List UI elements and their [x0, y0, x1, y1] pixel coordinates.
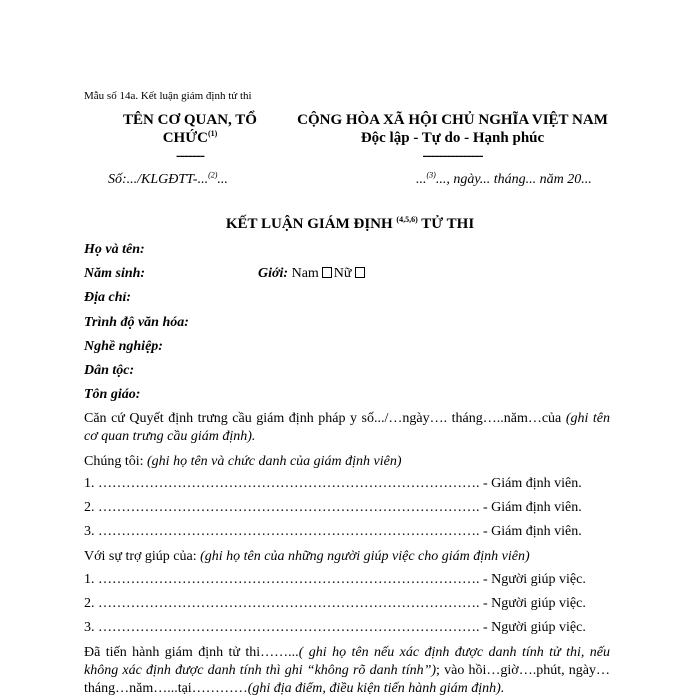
field-birth-year: Năm sinh:	[84, 266, 146, 281]
basis-paragraph: Căn cứ Quyết định trưng cầu giám định pháp y số.../…ngày…. tháng…..năm…của (ghi tên cơ quan trưng cầu giám định).	[84, 411, 611, 444]
gender-female-label: Nữ	[333, 266, 352, 281]
examiner-line: 1. ………………………………………………………………………. - Giám định viên.	[84, 476, 582, 491]
gender-male-checkbox[interactable]	[322, 267, 332, 278]
field-education: Trình độ văn hóa:	[84, 315, 189, 330]
title-note: (4,5,6)	[396, 215, 418, 224]
agency-name-line1: TÊN CƠ QUAN, TỔ	[123, 112, 257, 128]
document-title: KẾT LUẬN GIÁM ĐỊNH $^{(4,5,6)}$ TỬ THI	[225, 215, 475, 232]
agency-name-line2: CHỨC$^{(1)}$	[162, 129, 218, 146]
gender-female-checkbox[interactable]	[355, 267, 365, 278]
field-address: Địa chỉ:	[84, 290, 132, 305]
national-header	[285, 111, 620, 165]
examiner-line: 3. ………………………………………………………………………. - Giám định viên.	[84, 524, 582, 539]
assistant-line: 1. ………………………………………………………………………. - Người giúp việc.	[84, 572, 586, 587]
national-rule: ---------------	[422, 148, 483, 164]
assistants-intro: Với sự trợ giúp của: (ghi họ tên của những người giúp việc cho giám định viên)	[84, 549, 530, 564]
gender-field	[258, 266, 367, 282]
national-motto: Độc lập - Tự do - Hạnh phúc	[360, 130, 545, 146]
gender-label: Giới:	[258, 266, 289, 281]
agency-header	[100, 111, 280, 165]
document-date: ...$^{(3)}$..., ngày... tháng... năm 20...	[416, 170, 592, 187]
examiner-line: 2. ………………………………………………………………………. - Giám định viên.	[84, 500, 582, 515]
field-religion: Tôn giáo:	[84, 387, 141, 402]
assistant-line: 3. ………………………………………………………………………. - Người giúp việc.	[84, 620, 586, 635]
agency-note: (1)	[207, 129, 218, 138]
conducted-paragraph: Đã tiến hành giám định tử thi……...( ghi họ tên nếu xác định được danh tính tử thi, nếu không xác định được danh tính thì ghi “không rõ danh tính”); vào hồi…giờ….phút, ngày…tháng…năm…...tại…………(ghi địa điểm, điều kiện tiến hành giám định).	[84, 645, 611, 696]
assistant-line: 2. ………………………………………………………………………. - Người giúp việc.	[84, 596, 586, 611]
field-occupation: Nghề nghiệp:	[84, 339, 163, 354]
field-ethnicity: Dân tộc:	[84, 363, 135, 378]
national-title: CỘNG HÒA XÃ HỘI CHỦ NGHĨA VIỆT NAM	[297, 112, 608, 128]
field-name: Họ và tên:	[84, 242, 145, 257]
gender-male-label: Nam	[291, 266, 319, 281]
document-number: Số:.../KLGĐTT-...$^{(2)}$...	[108, 170, 228, 187]
form-code: Mẫu số 14a. Kết luận giám định tử thi	[84, 90, 252, 102]
examiners-intro: Chúng tôi: (ghi họ tên và chức danh của giám định viên)	[84, 454, 402, 469]
agency-rule: -------	[176, 148, 204, 164]
